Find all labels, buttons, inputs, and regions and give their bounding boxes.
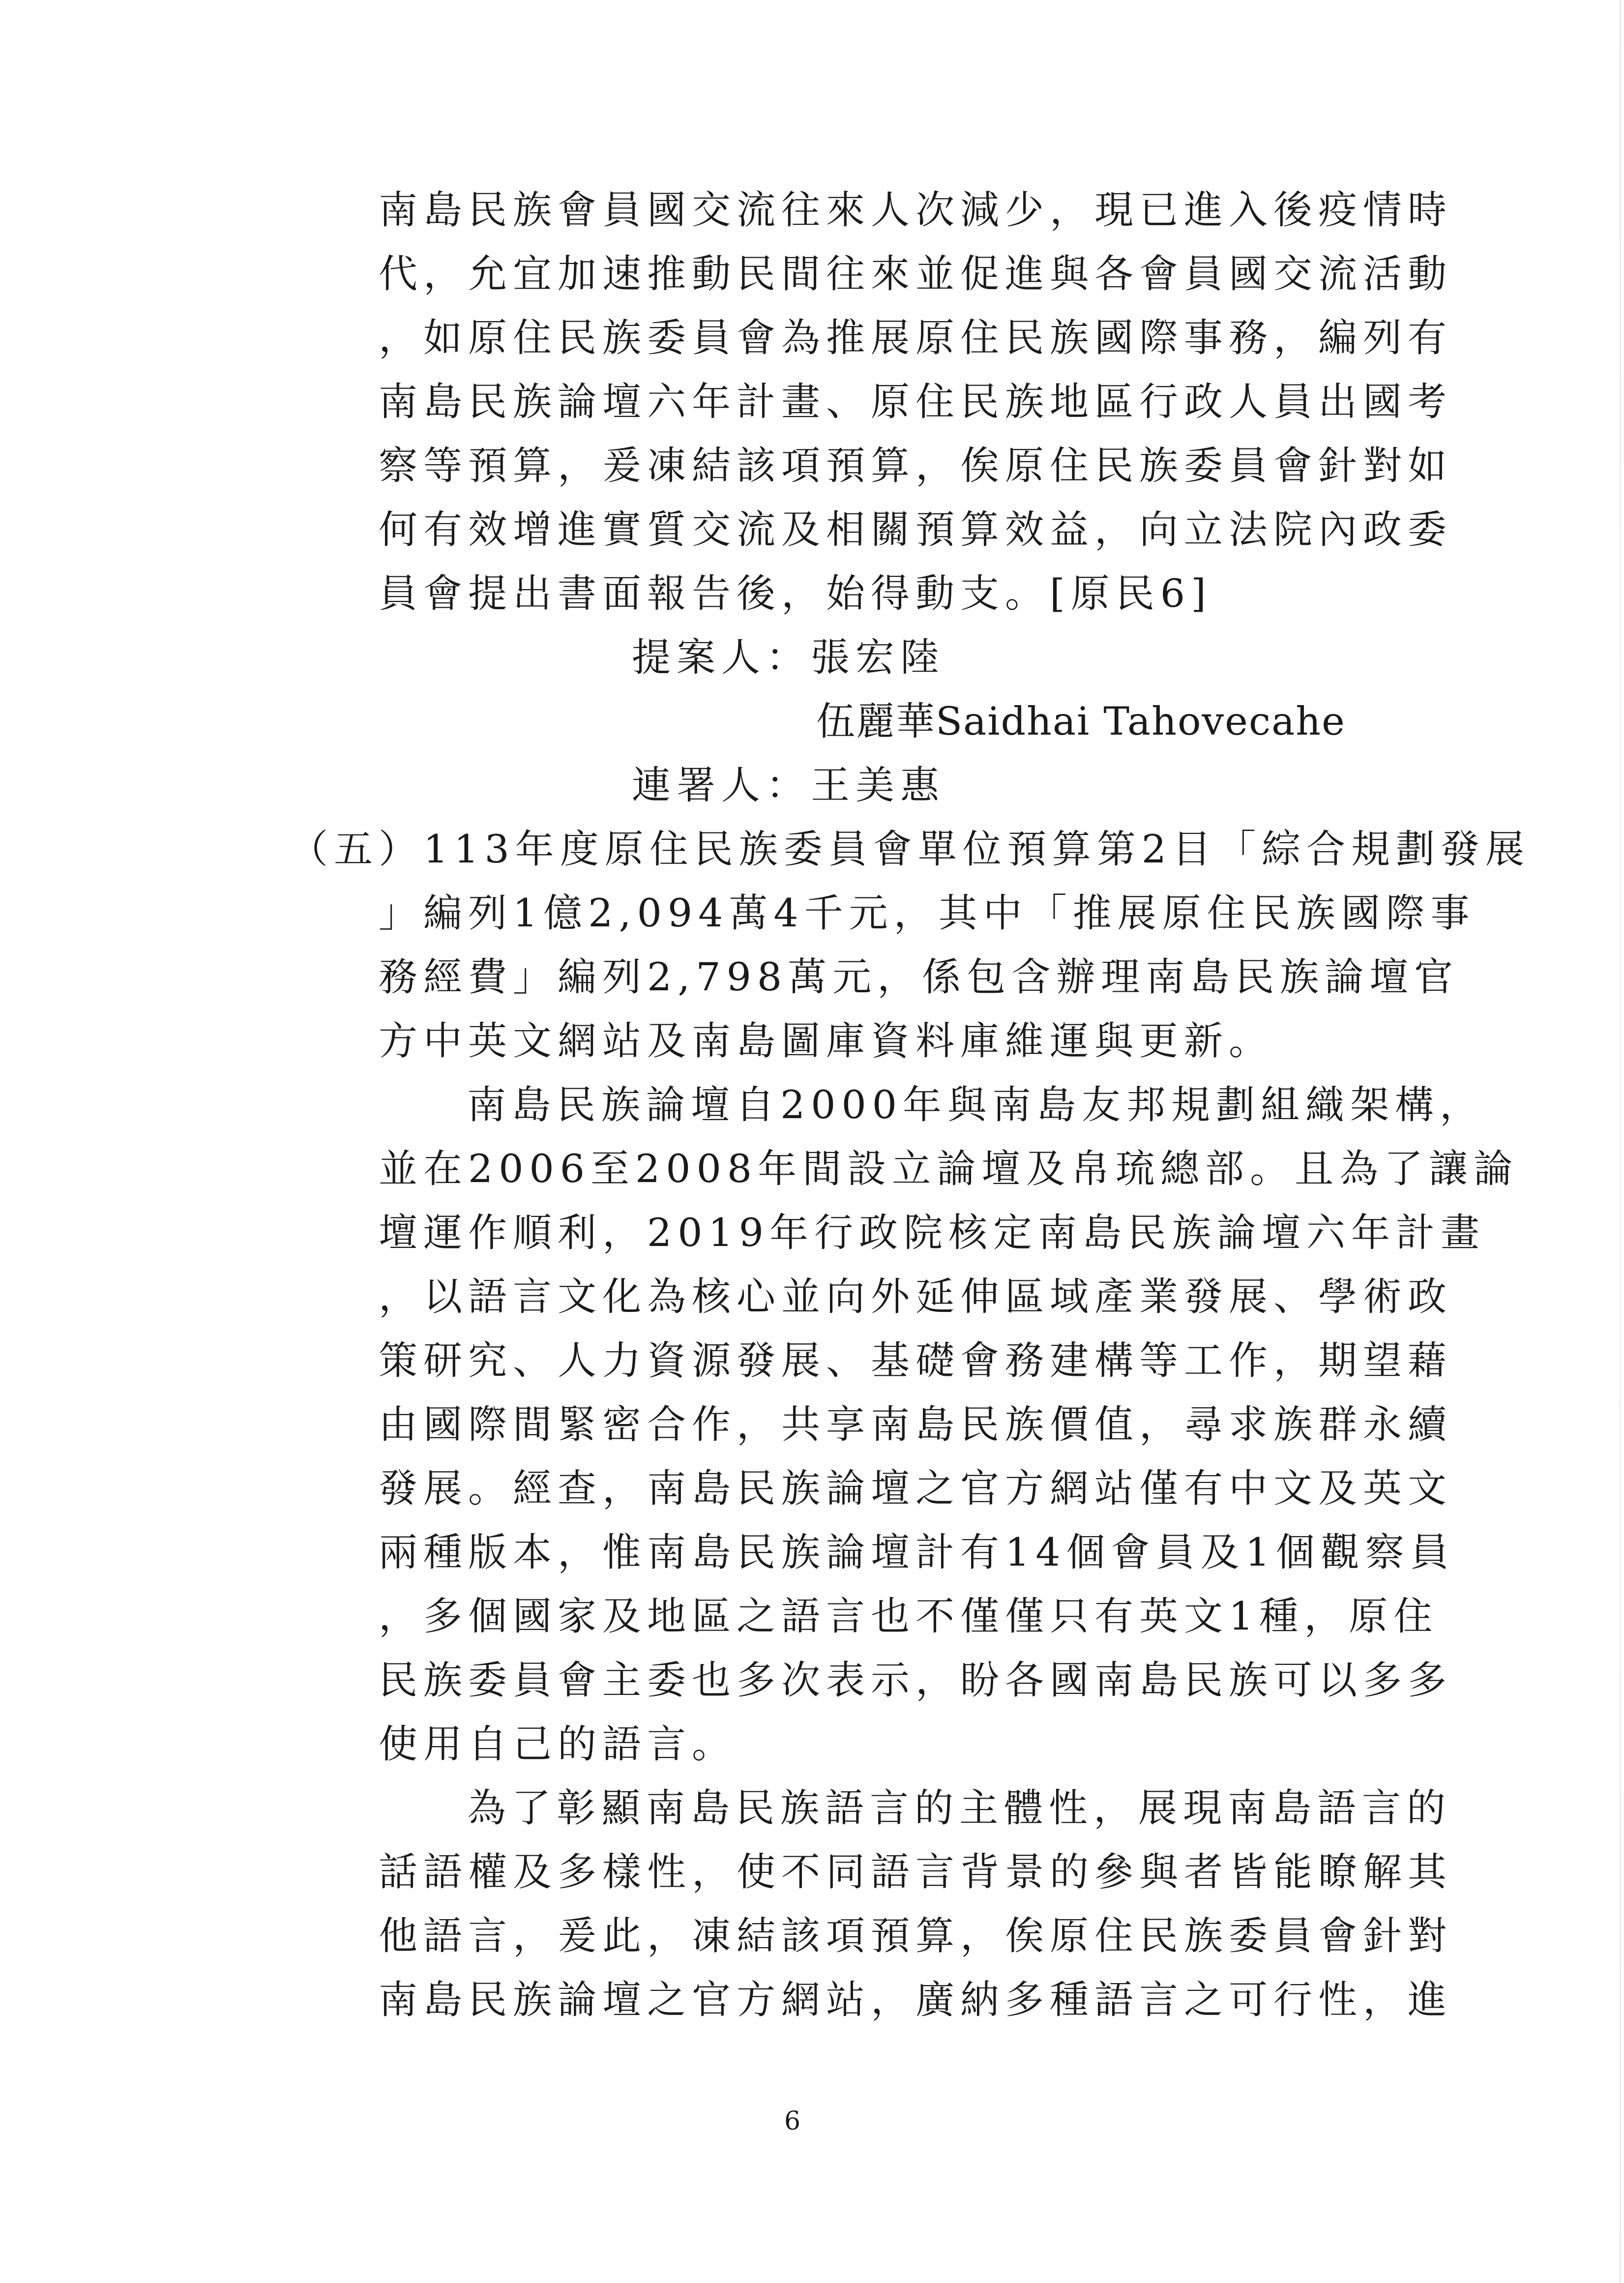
scan-edge-divider <box>1620 0 1621 2283</box>
text-line: 方中英文網站及南島圖庫資料庫維運與更新。 <box>379 1018 1273 1064</box>
text-line: 務經費」編列2,798萬元，係包含辦理南島民族論壇官 <box>379 954 1459 1000</box>
text-line: 策研究、人力資源發展、基礎會務建構等工作，期望藉 <box>379 1338 1452 1383</box>
text-line: ，多個國家及地區之語言也不僅僅只有英文1種，原住 <box>379 1594 1439 1639</box>
text-line: 察等預算，爰凍結該項預算，俟原住民族委員會針對如 <box>379 443 1452 488</box>
text-line: 」編列1億2,094萬4千元，其中「推展原住民族國際事 <box>379 890 1476 936</box>
text-line: 員會提出書面報告後，始得動支。[原民6] <box>379 571 1212 616</box>
text-line: 代，允宜加速推動民間往來並促進與各會員國交流活動 <box>379 251 1452 296</box>
text-line: 南島民族會員國交流往來人次減少，現已進入後疫情時 <box>379 187 1452 233</box>
text-line: ，如原住民族委員會為推展原住民族國際事務，編列有 <box>379 315 1452 360</box>
proposer-line: 伍麗華Saidhai Tahovecahe <box>816 699 1346 744</box>
paragraph-first-line: 南島民族論壇自2000年與南島友邦規劃組織架構， <box>467 1082 1485 1127</box>
text-line: ，以語言文化為核心並向外延伸區域產業發展、學術政 <box>379 1274 1452 1319</box>
text-line: 何有效增進實質交流及相關預算效益，向立法院內政委 <box>379 507 1452 552</box>
text-line: 南島民族論壇之官方網站，廣納多種語言之可行性，進 <box>379 1977 1452 2022</box>
text-line: 話語權及多樣性，使不同語言背景的參與者皆能瞭解其 <box>379 1849 1452 1895</box>
text-line: 兩種版本，惟南島民族論壇計有14個會員及1個觀察員 <box>379 1530 1455 1575</box>
cosigner-line: 連署人：王美惠 <box>632 763 945 808</box>
item-heading-line: （五）113年度原住民族委員會單位預算第2目「綜合規劃發展 <box>289 827 1531 872</box>
text-line: 他語言，爰此，凍結該項預算，俟原住民族委員會針對 <box>379 1913 1452 1958</box>
proposer-line: 提案人：張宏陸 <box>632 635 945 680</box>
text-line: 民族委員會主委也多次表示，盼各國南島民族可以多多 <box>379 1658 1452 1703</box>
text-line: 使用自己的語言。 <box>379 1721 737 1767</box>
text-line: 南島民族論壇六年計畫、原住民族地區行政人員出國考 <box>379 379 1452 424</box>
text-line: 由國際間緊密合作，共享南島民族價值，尋求族群永續 <box>379 1402 1452 1447</box>
text-line: 發展。經查，南島民族論壇之官方網站僅有中文及英文 <box>379 1466 1452 1511</box>
paragraph-first-line: 為了彰顯南島民族語言的主體性，展現南島語言的 <box>467 1785 1451 1831</box>
page-number: 6 <box>784 2106 801 2136</box>
text-line: 並在2006至2008年間設立論壇及帛琉總部。且為了讓論 <box>379 1146 1519 1191</box>
text-line: 壇運作順利，2019年行政院核定南島民族論壇六年計畫 <box>379 1210 1486 1255</box>
